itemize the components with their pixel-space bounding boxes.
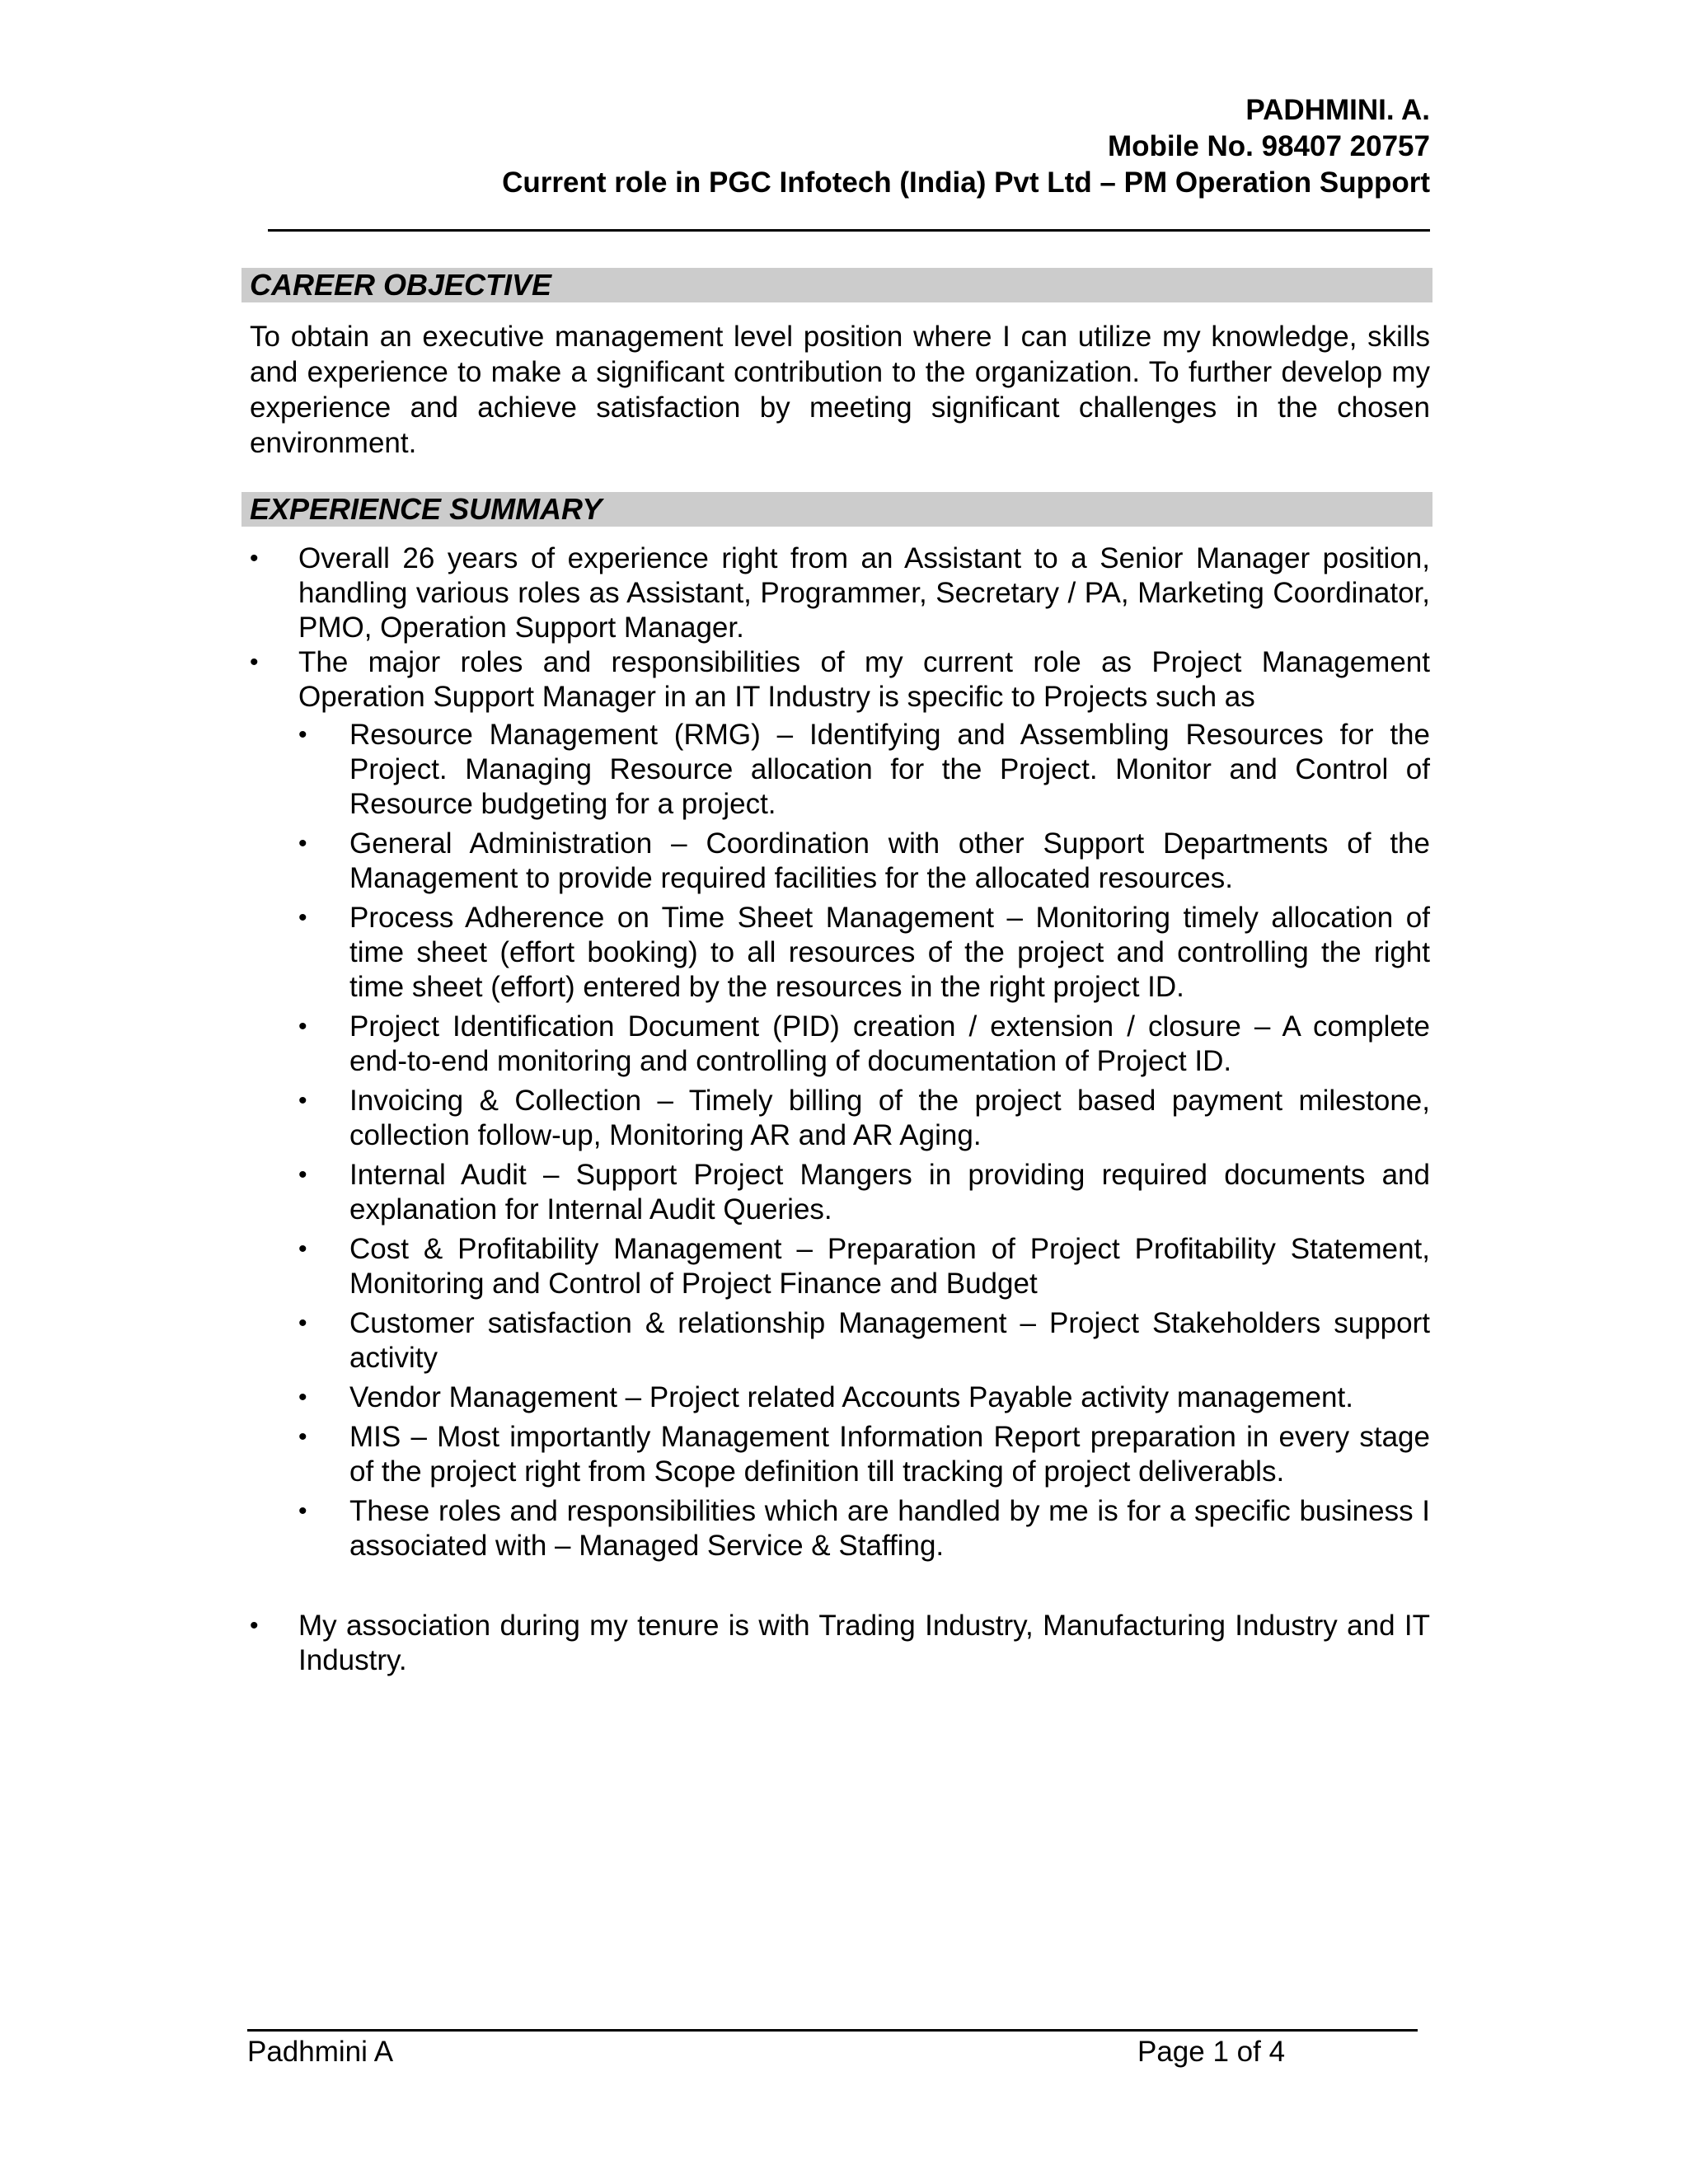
list-item: • Invoicing & Collection – Timely billing of the project based payment milestone, collection follow-up, Monitoring AR and AR Aging. (298, 1084, 1430, 1153)
list-item: • Project Identification Document (PID) creation / extension / closure – A complete end-to-end monitoring and controlling of documentation of Project ID. (298, 1010, 1430, 1079)
list-item: • Vendor Management – Project related Accounts Payable activity management. (298, 1380, 1430, 1415)
document-header (247, 92, 1430, 201)
responsibilities-list (298, 718, 1430, 1563)
header-mobile: Mobile No. 98407 20757 (1107, 130, 1430, 162)
header-name: PADHMINI. A. (1245, 94, 1430, 126)
bullet-text: The major roles and responsibilities of my current role as Project Management Operation Support Manager in an IT Industry is specific to Projects such as (298, 646, 1430, 713)
bullet-text: Overall 26 years of experience right from an Assistant to a Senior Manager position, handling various roles as Assistant, Programmer, Secretary / PA, Marketing Coordinator, PMO, Operation Support Manager. (298, 542, 1430, 644)
list-item: • These roles and responsibilities which are handled by me is for a specific business I associated with – Managed Service & Staffing. (298, 1494, 1430, 1563)
list-item (250, 541, 1430, 645)
association-list (250, 1609, 1430, 1678)
list-item: • Resource Management (RMG) – Identifying and Assembling Resources for the Project. Managing Resource allocation for the Project. Monitor and Control of Resource budgeting for a project. (298, 718, 1430, 822)
list-item (250, 645, 1430, 1563)
list-item: • MIS – Most importantly Management Information Report preparation in every stage of the project right from Scope definition till tracking of project deliverabls. (298, 1420, 1430, 1489)
career-objective-heading: CAREER OBJECTIVE (241, 268, 1432, 302)
list-item: • Customer satisfaction & relationship Management – Project Stakeholders support activity (298, 1306, 1430, 1376)
list-item: • Process Adherence on Time Sheet Management – Monitoring timely allocation of time sheet (effort booking) to all resources of the project and controlling the right time sheet (effort) entered by the resources in the right project ID. (298, 901, 1430, 1005)
list-item: • Internal Audit – Support Project Mangers in providing required documents and explanation for Internal Audit Queries. (298, 1158, 1430, 1227)
list-item: • General Administration – Coordination with other Support Departments of the Management to provide required facilities for the allocated resources. (298, 827, 1430, 896)
career-objective-text: To obtain an executive management level position where I can utilize my knowledge, skills and experience to make a significant contribution to the organization. To further develop my experience and achieve satisfaction by meeting significant challenges in the chosen environment. (250, 321, 1430, 459)
experience-summary-list (250, 541, 1430, 1568)
footer-divider (247, 2029, 1418, 2032)
list-item: • Cost & Profitability Management – Preparation of Project Profitability Statement, Monitoring and Control of Project Finance and Budget (298, 1232, 1430, 1301)
bullet-text: My association during my tenure is with Trading Industry, Manufacturing Industry and IT Industry. (298, 1610, 1430, 1676)
experience-summary-heading: EXPERIENCE SUMMARY (241, 492, 1432, 527)
footer-page-number: Page 1 of 4 (1137, 2036, 1286, 2068)
footer-author: Padhmini A (247, 2036, 394, 2068)
header-role: Current role in PGC Infotech (India) Pvt Ltd – PM Operation Support (502, 166, 1430, 199)
list-item (250, 1609, 1430, 1678)
header-divider (268, 229, 1430, 232)
